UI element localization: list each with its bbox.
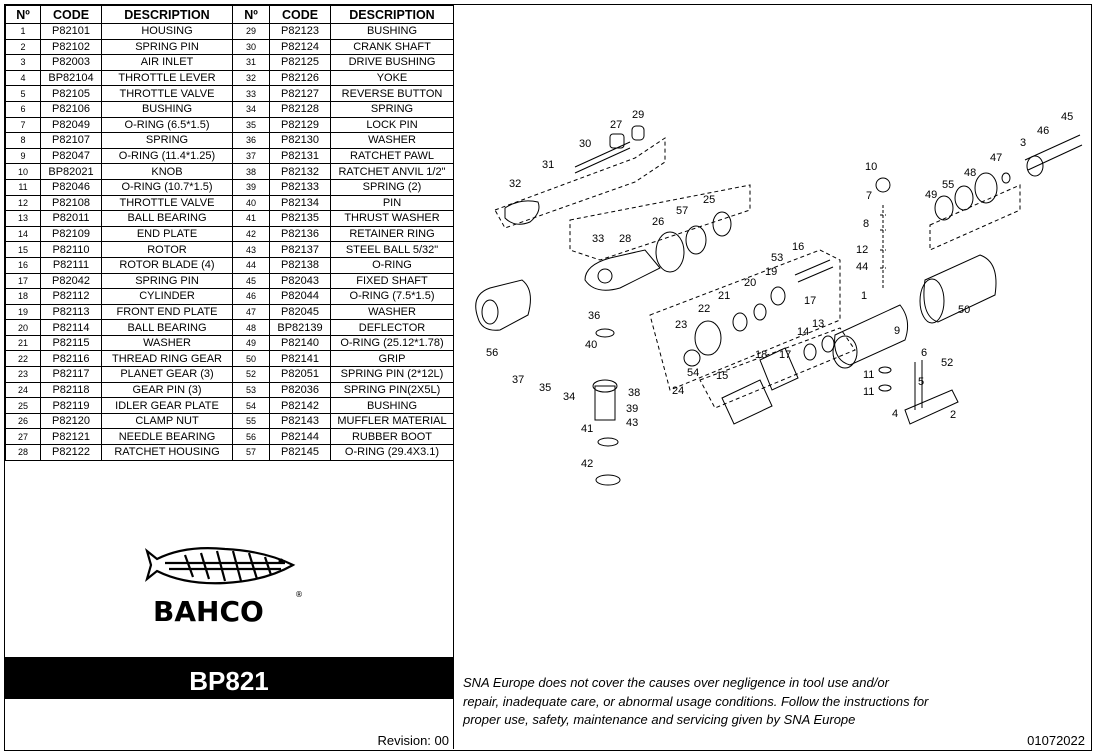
callout-label: 5 <box>918 376 925 388</box>
part-number: 26 <box>6 413 41 429</box>
part-code: P82145 <box>270 445 331 461</box>
callout-label: 21 <box>718 290 731 302</box>
col-header: DESCRIPTION <box>102 6 233 24</box>
part-number: 2 <box>6 39 41 55</box>
part-code: P82110 <box>41 242 102 258</box>
part-code: P82113 <box>41 304 102 320</box>
callout-label: 36 <box>588 310 601 322</box>
part-number: 55 <box>233 413 270 429</box>
callout-label: 47 <box>990 152 1003 164</box>
part-number: 56 <box>233 429 270 445</box>
part-number: 32 <box>233 70 270 86</box>
callout-label: 32 <box>509 178 522 190</box>
bahco-logo <box>145 543 315 629</box>
part-number: 6 <box>6 101 41 117</box>
callout-label: 9 <box>894 325 901 337</box>
callout-label: 25 <box>703 194 716 206</box>
part-number: 27 <box>6 429 41 445</box>
part-description: NEEDLE BEARING <box>102 429 233 445</box>
part-description: LOCK PIN <box>331 117 454 133</box>
callout-label: 35 <box>539 382 552 394</box>
table-row <box>6 211 454 227</box>
part-number: 53 <box>233 382 270 398</box>
table-row <box>6 70 454 86</box>
part-code: P82120 <box>41 413 102 429</box>
table-row <box>6 226 454 242</box>
callout-label: 24 <box>672 385 685 397</box>
part-number: 1 <box>6 24 41 40</box>
table-row <box>6 164 454 180</box>
part-number: 13 <box>6 211 41 227</box>
part-description: SPRING PIN (2*12L) <box>331 367 454 383</box>
part-description: O-RING (29.4X3.1) <box>331 445 454 461</box>
part-number: 9 <box>6 148 41 164</box>
callout-label: 42 <box>581 458 594 470</box>
part-code: P82143 <box>270 413 331 429</box>
parts-table <box>5 5 454 461</box>
part-code: P82115 <box>41 335 102 351</box>
part-description: DEFLECTOR <box>331 320 454 336</box>
part-number: 37 <box>233 148 270 164</box>
part-description: SPRING PIN <box>102 39 233 55</box>
callout-label: 40 <box>585 339 598 351</box>
callout-label: 50 <box>958 304 971 316</box>
table-row <box>6 55 454 71</box>
table-row <box>6 101 454 117</box>
part-code: P82049 <box>41 117 102 133</box>
part-number: 49 <box>233 335 270 351</box>
table-row <box>6 289 454 305</box>
part-description: BALL BEARING <box>102 320 233 336</box>
part-number: 47 <box>233 304 270 320</box>
disclaimer-text <box>463 674 983 730</box>
part-description: O-RING (7.5*1.5) <box>331 289 454 305</box>
callout-label: 48 <box>964 167 977 179</box>
part-description: THROTTLE LEVER <box>102 70 233 86</box>
part-code: P82044 <box>270 289 331 305</box>
part-code: P82051 <box>270 367 331 383</box>
part-description: BUSHING <box>331 398 454 414</box>
callout-label: 27 <box>610 119 623 131</box>
part-description: ROTOR BLADE (4) <box>102 257 233 273</box>
part-number: 8 <box>6 133 41 149</box>
brand-name: BAHCO <box>153 595 264 628</box>
part-description: IDLER GEAR PLATE <box>102 398 233 414</box>
registered-mark: ® <box>295 590 303 599</box>
table-row <box>6 413 454 429</box>
part-description: ROTOR <box>102 242 233 258</box>
callout-label: 10 <box>865 161 878 173</box>
part-code: P82138 <box>270 257 331 273</box>
part-description: KNOB <box>102 164 233 180</box>
callout-label: 1 <box>861 290 868 302</box>
part-description: SPRING <box>331 101 454 117</box>
part-number: 10 <box>6 164 41 180</box>
callout-label: 11 <box>863 386 875 398</box>
callout-label: 43 <box>626 417 639 429</box>
part-number: 43 <box>233 242 270 258</box>
part-number: 57 <box>233 445 270 461</box>
part-code: P82141 <box>270 351 331 367</box>
part-number: 19 <box>6 304 41 320</box>
part-description: THREAD RING GEAR <box>102 351 233 367</box>
callout-label: 28 <box>619 233 632 245</box>
table-row <box>6 179 454 195</box>
part-code: P82140 <box>270 335 331 351</box>
fish-logo-icon <box>145 543 315 629</box>
part-number: 30 <box>233 39 270 55</box>
callout-label: 33 <box>592 233 605 245</box>
part-number: 20 <box>6 320 41 336</box>
part-code: P82043 <box>270 273 331 289</box>
part-description: BALL BEARING <box>102 211 233 227</box>
part-code: P82112 <box>41 289 102 305</box>
part-number: 17 <box>6 273 41 289</box>
callout-label: 19 <box>765 266 778 278</box>
exploded-view-drawing <box>460 90 1092 490</box>
part-description: PIN <box>331 195 454 211</box>
part-code: P82114 <box>41 320 102 336</box>
part-number: 52 <box>233 367 270 383</box>
col-header: Nº <box>6 6 41 24</box>
part-number: 50 <box>233 351 270 367</box>
callout-label: 11 <box>863 369 875 381</box>
callout-label: 38 <box>628 387 641 399</box>
part-code: P82102 <box>41 39 102 55</box>
part-number: 46 <box>233 289 270 305</box>
part-code: P82133 <box>270 179 331 195</box>
part-description: SPRING PIN <box>102 273 233 289</box>
part-description: RATCHET HOUSING <box>102 445 233 461</box>
callout-label: 26 <box>652 216 665 228</box>
part-description: RATCHET PAWL <box>331 148 454 164</box>
part-number: 7 <box>6 117 41 133</box>
part-code: P82144 <box>270 429 331 445</box>
callout-label: 3 <box>1020 137 1027 149</box>
callout-label: 12 <box>856 244 869 256</box>
callout-label: 16 <box>792 241 805 253</box>
part-number: 31 <box>233 55 270 71</box>
part-description: CYLINDER <box>102 289 233 305</box>
part-code: P82117 <box>41 367 102 383</box>
part-code: P82121 <box>41 429 102 445</box>
part-code: P82132 <box>270 164 331 180</box>
table-row <box>6 257 454 273</box>
callout-label: 34 <box>563 391 576 403</box>
part-code: P82131 <box>270 148 331 164</box>
part-code: P82111 <box>41 257 102 273</box>
part-description: WASHER <box>331 133 454 149</box>
callout-label: 37 <box>512 374 525 386</box>
part-description: SPRING PIN(2X5L) <box>331 382 454 398</box>
left-panel <box>5 5 454 749</box>
part-number: 33 <box>233 86 270 102</box>
callout-label: 56 <box>486 347 499 359</box>
col-header: CODE <box>41 6 102 24</box>
part-number: 23 <box>6 367 41 383</box>
part-description: THROTTLE VALVE <box>102 86 233 102</box>
part-code: P82045 <box>270 304 331 320</box>
disclaimer-line: repair, inadequate care, or abnormal usage conditions. Follow the instructions for <box>463 693 929 709</box>
callout-label: 6 <box>921 347 928 359</box>
table-row <box>6 273 454 289</box>
table-row <box>6 351 454 367</box>
part-description: AIR INLET <box>102 55 233 71</box>
callout-label: 41 <box>581 423 594 435</box>
part-code: P82118 <box>41 382 102 398</box>
exploded-diagram <box>460 90 1092 490</box>
model-number: BP821 <box>189 666 269 696</box>
part-description: CRANK SHAFT <box>331 39 454 55</box>
part-description: O-RING (11.4*1.25) <box>102 148 233 164</box>
part-number: 41 <box>233 211 270 227</box>
part-number: 39 <box>233 179 270 195</box>
callout-label: 4 <box>892 408 899 420</box>
part-description: O-RING (6.5*1.5) <box>102 117 233 133</box>
callout-label: 49 <box>925 189 938 201</box>
part-number: 25 <box>6 398 41 414</box>
part-number: 4 <box>6 70 41 86</box>
part-description: GEAR PIN (3) <box>102 382 233 398</box>
table-row <box>6 133 454 149</box>
part-number: 29 <box>233 24 270 40</box>
part-code: P82108 <box>41 195 102 211</box>
part-description: CLAMP NUT <box>102 413 233 429</box>
part-code: P82136 <box>270 226 331 242</box>
callout-label: 14 <box>797 326 810 338</box>
part-description: THROTTLE VALVE <box>102 195 233 211</box>
part-code: P82105 <box>41 86 102 102</box>
table-row <box>6 117 454 133</box>
part-code: P82129 <box>270 117 331 133</box>
part-code: P82135 <box>270 211 331 227</box>
part-code: P82042 <box>41 273 102 289</box>
part-description: BUSHING <box>331 24 454 40</box>
callout-label: 17 <box>804 295 817 307</box>
part-code: P82107 <box>41 133 102 149</box>
callout-label: 44 <box>856 261 869 273</box>
part-description: SPRING (2) <box>331 179 454 195</box>
col-header: Nº <box>233 6 270 24</box>
part-description: REVERSE BUTTON <box>331 86 454 102</box>
table-row <box>6 148 454 164</box>
part-description: PLANET GEAR (3) <box>102 367 233 383</box>
callout-label: 22 <box>698 303 711 315</box>
part-number: 24 <box>6 382 41 398</box>
callout-label: 15 <box>716 370 729 382</box>
part-number: 21 <box>6 335 41 351</box>
part-description: YOKE <box>331 70 454 86</box>
callout-label: 45 <box>1061 111 1074 123</box>
table-row <box>6 445 454 461</box>
part-number: 44 <box>233 257 270 273</box>
part-description: THRUST WASHER <box>331 211 454 227</box>
callout-label: 2 <box>950 409 957 421</box>
part-number: 36 <box>233 133 270 149</box>
part-code: P82101 <box>41 24 102 40</box>
table-row <box>6 398 454 414</box>
part-description: BUSHING <box>102 101 233 117</box>
part-code: P82036 <box>270 382 331 398</box>
table-row <box>6 242 454 258</box>
callout-label: 8 <box>863 218 870 230</box>
part-code: P82106 <box>41 101 102 117</box>
part-code: BP82104 <box>41 70 102 86</box>
table-row <box>6 24 454 40</box>
model-bar <box>5 657 453 699</box>
callout-label: 13 <box>812 318 825 330</box>
table-row <box>6 335 454 351</box>
part-number: 40 <box>233 195 270 211</box>
part-description: END PLATE <box>102 226 233 242</box>
table-row <box>6 320 454 336</box>
table-row <box>6 195 454 211</box>
part-code: BP82021 <box>41 164 102 180</box>
part-number: 45 <box>233 273 270 289</box>
callout-label: 54 <box>687 367 700 379</box>
callout-label: 55 <box>942 179 955 191</box>
callout-label: 46 <box>1037 125 1050 137</box>
part-code: P82109 <box>41 226 102 242</box>
part-code: P82011 <box>41 211 102 227</box>
part-number: 14 <box>6 226 41 242</box>
part-code: P82046 <box>41 179 102 195</box>
part-code: P82003 <box>41 55 102 71</box>
callout-label: 30 <box>579 138 592 150</box>
table-row <box>6 86 454 102</box>
part-code: P82119 <box>41 398 102 414</box>
callout-label: 52 <box>941 357 954 369</box>
part-number: 54 <box>233 398 270 414</box>
part-number: 16 <box>6 257 41 273</box>
disclaimer-line: proper use, safety, maintenance and servicing given by SNA Europe <box>463 712 856 727</box>
part-description: RETAINER RING <box>331 226 454 242</box>
part-number: 34 <box>233 101 270 117</box>
part-number: 3 <box>6 55 41 71</box>
table-row <box>6 367 454 383</box>
part-number: 18 <box>6 289 41 305</box>
part-description: WASHER <box>331 304 454 320</box>
col-header: CODE <box>270 6 331 24</box>
part-number: 5 <box>6 86 41 102</box>
col-header: DESCRIPTION <box>331 6 454 24</box>
table-row <box>6 304 454 320</box>
part-code: P82130 <box>270 133 331 149</box>
part-code: P82047 <box>41 148 102 164</box>
callout-label: 29 <box>632 109 645 121</box>
part-number: 38 <box>233 164 270 180</box>
part-number: 12 <box>6 195 41 211</box>
callout-label: 23 <box>675 319 688 331</box>
revision-label: Revision: 00 <box>377 733 449 748</box>
part-number: 42 <box>233 226 270 242</box>
callout-label: 57 <box>676 205 689 217</box>
callout-label: 53 <box>771 252 784 264</box>
part-number: 11 <box>6 179 41 195</box>
part-description: RATCHET ANVIL 1/2" <box>331 164 454 180</box>
parts-sheet <box>4 4 1092 751</box>
callout-label: 17 <box>779 349 792 361</box>
part-description: MUFFLER MATERIAL <box>331 413 454 429</box>
callout-label: 20 <box>744 277 757 289</box>
part-description: HOUSING <box>102 24 233 40</box>
part-code: P82122 <box>41 445 102 461</box>
part-number: 22 <box>6 351 41 367</box>
part-number: 28 <box>6 445 41 461</box>
part-code: P82126 <box>270 70 331 86</box>
table-row <box>6 382 454 398</box>
part-description: FIXED SHAFT <box>331 273 454 289</box>
callout-label: 18 <box>755 349 768 361</box>
part-description: RUBBER BOOT <box>331 429 454 445</box>
part-description: O-RING (10.7*1.5) <box>102 179 233 195</box>
part-code: P82127 <box>270 86 331 102</box>
callout-label: 39 <box>626 403 639 415</box>
part-description: O-RING <box>331 257 454 273</box>
document-code: 01072022 <box>1027 733 1085 748</box>
part-number: 15 <box>6 242 41 258</box>
callout-label: 7 <box>866 190 873 202</box>
disclaimer-line: SNA Europe does not cover the causes over negligence in tool use and/or <box>463 675 889 690</box>
part-number: 48 <box>233 320 270 336</box>
part-description: O-RING (25.12*1.78) <box>331 335 454 351</box>
table-row <box>6 429 454 445</box>
part-code: P82125 <box>270 55 331 71</box>
part-code: P82116 <box>41 351 102 367</box>
part-description: STEEL BALL 5/32" <box>331 242 454 258</box>
part-code: P82123 <box>270 24 331 40</box>
part-description: DRIVE BUSHING <box>331 55 454 71</box>
part-description: GRIP <box>331 351 454 367</box>
part-description: SPRING <box>102 133 233 149</box>
part-number: 35 <box>233 117 270 133</box>
part-code: P82134 <box>270 195 331 211</box>
part-code: P82128 <box>270 101 331 117</box>
part-code: P82137 <box>270 242 331 258</box>
table-header <box>6 6 454 24</box>
callout-label: 31 <box>542 159 555 171</box>
part-description: FRONT END PLATE <box>102 304 233 320</box>
part-code: BP82139 <box>270 320 331 336</box>
part-code: P82124 <box>270 39 331 55</box>
part-description: WASHER <box>102 335 233 351</box>
part-code: P82142 <box>270 398 331 414</box>
table-row <box>6 39 454 55</box>
